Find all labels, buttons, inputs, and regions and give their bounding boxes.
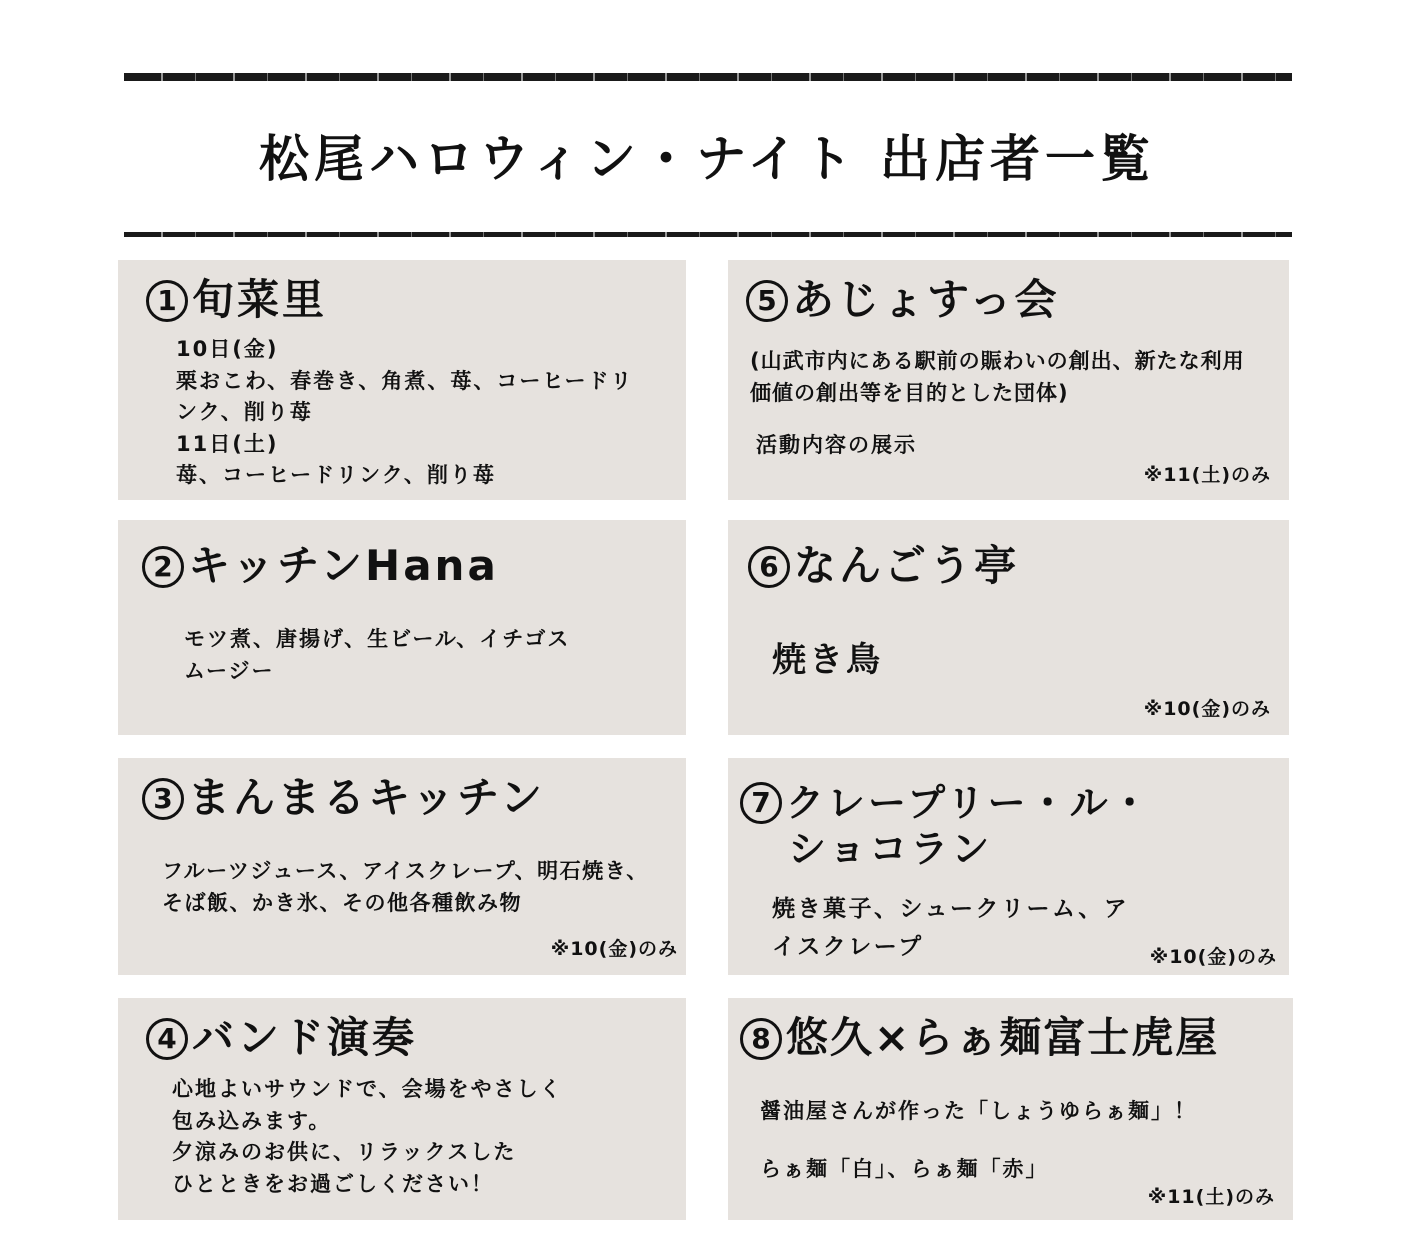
menu-line: 11日(土) <box>176 431 279 456</box>
vendor-menu <box>760 1154 1049 1186</box>
menu-line: 苺、コーヒードリンク、削り苺 <box>176 463 496 487</box>
vendor-menu <box>176 334 633 492</box>
vendor-name-text: ショコラン <box>788 827 993 871</box>
vendor-name-text: クレープリー・ル・ <box>786 781 1152 825</box>
vendor-name <box>146 1014 417 1062</box>
vendor-card-5 <box>728 260 1289 500</box>
vendor-name <box>740 780 1152 872</box>
vendor-menu <box>760 1096 1197 1128</box>
availability-note: ※11(土)のみ <box>1143 464 1271 486</box>
vendor-card-8 <box>728 998 1293 1220</box>
page-title: 松尾ハロウィン・ナイト 出店者一覧 <box>259 130 1155 188</box>
menu-line: らぁ麺「白」、らぁ麺「赤」 <box>760 1157 1049 1181</box>
vendor-card-7 <box>728 758 1289 975</box>
menu-line: 栗おこわ、春巻き、角煮、苺、コーヒードリ <box>176 368 634 393</box>
vendor-description <box>172 1074 563 1200</box>
description-line: (山武市内にある駅前の賑わいの創出、新たな利用 <box>750 349 1245 373</box>
vendor-name-text: 旬菜里 <box>192 275 328 324</box>
menu-line: 焼き菓子、シュークリーム、ア <box>772 896 1130 922</box>
vendor-activity <box>756 430 917 462</box>
vendor-menu <box>772 638 883 682</box>
menu-line: 10日(金) <box>176 337 279 361</box>
vendor-menu <box>772 890 1129 966</box>
vendor-name-text: なんごう亭 <box>794 541 1020 590</box>
availability-note: ※11(土)のみ <box>1147 1186 1275 1208</box>
availability-note: ※10(金)のみ <box>550 938 678 960</box>
top-divider <box>124 73 1292 81</box>
menu-line: ンク、削り苺 <box>176 400 313 424</box>
number-badge: 1 <box>146 280 188 322</box>
menu-line: ムージー <box>184 658 275 683</box>
vendor-name <box>142 542 499 590</box>
menu-line: そば飯、かき氷、その他各種飲み物 <box>162 890 522 915</box>
vendor-card-4 <box>118 998 686 1220</box>
vendor-name-text: キッチンHana <box>188 541 499 590</box>
description-line: 価値の創出等を目的とした団体) <box>750 380 1069 405</box>
vendor-card-1 <box>118 260 686 500</box>
vendor-menu <box>184 624 570 687</box>
description-line: 包み込みます。 <box>172 1108 332 1133</box>
vendor-name <box>142 774 545 822</box>
description-line: 夕涼みのお供に、リラックスした <box>172 1140 517 1164</box>
vendor-menu <box>162 856 649 919</box>
vendor-card-2 <box>118 520 686 735</box>
vendor-card-6 <box>728 520 1289 735</box>
description-line: ひとときをお過ごしください！ <box>172 1171 494 1196</box>
menu-line: イスクレープ <box>772 934 924 960</box>
number-badge: 5 <box>746 280 788 322</box>
availability-note: ※10(金)のみ <box>1143 698 1271 720</box>
vendor-name-text: 悠久×らぁ麺富士虎屋 <box>786 1013 1220 1062</box>
menu-line: 醤油屋さんが作った「しょうゆらぁ麺」！ <box>760 1099 1197 1123</box>
number-badge: 2 <box>142 546 184 588</box>
vendor-name <box>746 276 1059 324</box>
vendor-name-text: あじょすっ会 <box>792 275 1060 324</box>
menu-line: 焼き鳥 <box>772 640 883 680</box>
vendor-name <box>748 542 1019 590</box>
description-line: 心地よいサウンドで、会場をやさしく <box>172 1077 563 1101</box>
number-badge: 4 <box>146 1018 188 1060</box>
menu-line: モツ煮、唐揚げ、生ビール、イチゴス <box>184 627 571 651</box>
number-badge: 8 <box>740 1018 782 1060</box>
title-divider <box>124 232 1292 237</box>
vendor-name <box>740 1014 1219 1062</box>
vendor-description <box>750 346 1245 409</box>
number-badge: 3 <box>142 778 184 820</box>
menu-line: フルーツジュース、アイスクレープ、明石焼き、 <box>162 859 649 883</box>
number-badge: 6 <box>748 546 790 588</box>
vendor-card-3 <box>118 758 686 975</box>
vendor-name-text: まんまるキッチン <box>188 773 546 822</box>
vendor-name-text: バンド演奏 <box>192 1013 418 1062</box>
vendor-name <box>146 276 327 324</box>
availability-note: ※10(金)のみ <box>1149 946 1277 968</box>
activity-line: 活動内容の展示 <box>756 433 917 457</box>
number-badge: 7 <box>740 782 782 824</box>
